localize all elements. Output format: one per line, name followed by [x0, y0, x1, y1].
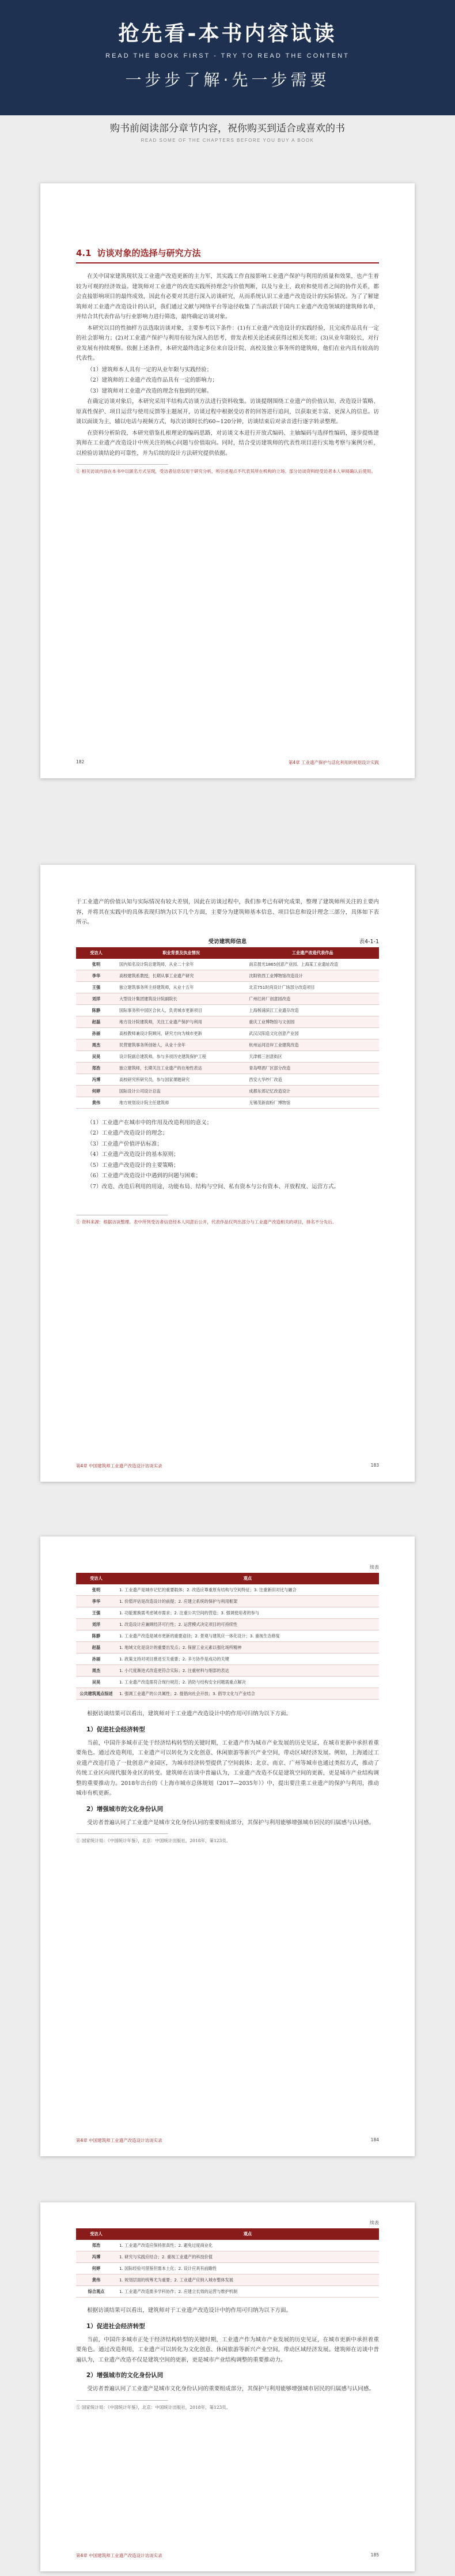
table-cell-name: 吴昊 [76, 1050, 116, 1062]
continued-label: 续表 [370, 1565, 379, 1570]
table-caption [76, 937, 379, 945]
list-item: （2）建筑师的工业遗产改造作品具有一定的影响力； [87, 377, 218, 383]
table-cell-name: 吴昊 [76, 1677, 116, 1688]
section-heading [76, 247, 379, 263]
table-cell: 国际事务所中国区合伙人，负责城市更新项目 [116, 1004, 246, 1016]
table-row [76, 1027, 379, 1039]
table-cell: 高校建筑系教授，长期从事工业遗产研究 [116, 970, 246, 981]
table-header: 观点 [116, 2228, 379, 2240]
table-cell-name: 黄伟 [76, 1097, 116, 1108]
table-cell-name: 何婷 [76, 2263, 116, 2274]
table-cell-name: 陈静 [76, 1004, 116, 1016]
table-cell: 上海杨浦滨江工业遗存改造 [246, 1004, 379, 1016]
running-title: 第4章 中国建筑师工业遗产改造设计访谈实录 [76, 2553, 162, 2558]
table-row [76, 1039, 379, 1050]
table-cell-name: 刘洋 [76, 993, 116, 1004]
table-row [76, 1596, 379, 1607]
subheading: 1）促进社会经济转型 [86, 2322, 145, 2330]
footnote: ① 资料来源：根据访谈整理。表中所列受访者信息经本人同意后公开，代表作品仅列出部分与工业遗产改造相关的项目，排名不分先后。 [76, 1219, 337, 1225]
paragraph: 受访者普遍认同了工业遗产是城市文化身份认同的重要组成部分，其保护与利用能够增强城市居民的归属感与认同感。 [87, 2386, 375, 2392]
table-header-row [76, 1573, 379, 1584]
banner-title: 抢先看-本书内容试读 [118, 22, 337, 46]
page-number: 185 [370, 2552, 379, 2558]
page-footer [76, 2552, 379, 2559]
table-cell-name: 周杰 [76, 1665, 116, 1677]
continued-label: 续表 [370, 2220, 379, 2225]
table-cell: 杭州运河沿岸工业建筑改造 [246, 1039, 379, 1050]
list-item: （1）建筑师本人具有一定的从业年限与实践经验； [87, 366, 213, 373]
table-cell: 1. 规划层面的统筹尤为重要；2. 工业遗产应纳入城市整体发展 [116, 2274, 379, 2286]
list-item: （4）工业遗产改造设计的基本原则； [87, 1151, 179, 1158]
table-cell: 1. 改造设计应兼顾经济可行性；2. 运营模式决定项目的可持续性 [116, 1619, 379, 1630]
table-row [76, 1584, 379, 1596]
page-footer [76, 1463, 379, 1469]
footnote-divider [76, 1833, 168, 1834]
table-row [76, 2274, 379, 2286]
intro-text-en: READ SOME OF THE CHAPTERS BEFORE YOU BUY A BOOK [141, 138, 314, 143]
table-header: 观点 [116, 1573, 379, 1584]
table-row [76, 1642, 379, 1654]
list-item: （1）工业遗产在城市中的作用及改造利用的意义； [87, 1119, 213, 1126]
opinion-table [76, 1573, 379, 1700]
top-banner [0, 0, 455, 115]
footnote: ① 国家统计局：《中国统计年鉴》，北京：中国统计出版社，2018年，第123页。 [76, 2404, 231, 2410]
table-cell: 武汉汉阳造文化创意产业园 [246, 1027, 379, 1039]
list-item: （3）建筑师对工业遗产改造的理念有独到的见解。 [87, 387, 213, 394]
table-row [76, 1004, 379, 1016]
table-cell: 1. 工业遗产改造需多学科协作；2. 应建立长效的运营与维护机制 [116, 2286, 379, 2298]
table-cell: 1. 工业遗产改造应保持原真性；2. 避免过度商业化 [116, 2240, 379, 2251]
table-cell-name: 王强 [76, 1607, 116, 1619]
table-cell: 1. 政策支持对项目推进至关重要；2. 多方协作是成功的关键 [116, 1654, 379, 1665]
table-row [76, 1607, 379, 1619]
list-item: （5）工业遗产改造设计的主要策略； [87, 1162, 179, 1169]
table-cell: 民营建筑事务所创始人，从业十余年 [116, 1039, 246, 1050]
page-number: 182 [76, 759, 85, 764]
paragraph: 在确定访谈对象后，本研究采用半结构式访谈方法进行资料收集。访谈提纲围绕工业遗产的价值认知、改造设计策略、原真性保护、项目运营与使用反馈等主题展开，访谈过程中根据受访者的回答进行追问，以获取更丰富、更深入的信息。访谈以面谈为主，辅以电话与视频方式，每次访谈时长约60~120分钟，访谈结束后对录音进行逐字转录整理。 [76, 398, 379, 425]
table-cell: 成都东郊记忆改造设计 [246, 1085, 379, 1097]
paragraph: 本研究以目的性抽样方法选取访谈对象，主要参考以下条件：(1)有工业遗产改造设计的实践经验，且完成作品具有一定的社会影响力；(2)对工业遗产保护与利用有较为深入的思考，曾发表相关论述或获得过相关奖项；(3)从业年限较长，对行业发展有持续观察。依据上述条件，本研究最终选定多位来自设计院、高校及独立事务所的建筑师，他们在业内具有较高的代表性。 [76, 325, 379, 361]
paragraph: 在关中国家建筑现状及工业遗产改造更新的主力军，其实践工作直接影响工业遗产保护与利用的质量和效果，也产生着较为可观的经济效益。建筑师对工业遗产的改造实践所持理念与价值判断，以及与业主、政府和使用者之间的协作关系，都会直接影响项目的最终成效，因此有必要对其进行深入访谈研究，从而系统认识工业遗产改造设计的实际情况。为了了解建筑师对工业遗产改造设计的认识，我们通过文献与网络平台等途径收集了当前活跃于国内工业遗产改造领域的建筑师名单，并结合其代表作品与行业影响力进行筛选，最终确定访谈对象。 [76, 273, 379, 320]
opinion-table [76, 2228, 379, 2298]
running-title: 第4章 工业遗产保护与活化利用的规划设计实践 [288, 760, 379, 765]
table-cell-name: 赵磊 [76, 1016, 116, 1027]
table-cell: 重庆工业博物馆与文创园 [246, 1016, 379, 1027]
table-cell-name: 陈静 [76, 1630, 116, 1642]
page-number: 183 [370, 1463, 379, 1468]
book-page-4 [40, 2202, 415, 2571]
list-item: （2）工业遗产改造设计的理念； [87, 1130, 168, 1136]
table-row [76, 2263, 379, 2274]
table-row [76, 1688, 379, 1700]
table-cell-name: 冯博 [76, 2251, 116, 2263]
table-row [76, 1619, 379, 1630]
table-cell-name: 郑浩 [76, 2240, 116, 2251]
table-cell-name: 张明 [76, 1584, 116, 1596]
table-cell-name: 张明 [76, 959, 116, 970]
table-row [76, 1677, 379, 1688]
table-cell: 沈阳铁西工业博物馆改造设计 [246, 970, 379, 981]
table-row [76, 959, 379, 970]
table-cell-name: 李华 [76, 1596, 116, 1607]
table-cell: 1. 价值评估是改造设计的前提；2. 应建立系统的保护与利用框架 [116, 1596, 379, 1607]
table-cell: 南京晨光1865创意产业园、上海某工业遗址改造 [246, 959, 379, 970]
paragraph: 当前，中国许多城市正处于经济结构转型的关键时期，工业遗产作为城市产业发展的历史见证，在城市更新中承担着重要角色。通过改造利用，工业遗产可以转化为文化创意、休闲旅游等新兴产业空间，带动区域经济发展。例如，上海通过工业遗产改造打造了一批创意产业园区，为城市经济转型提供了空间载体；北京、南京、广州等城市也通过类似方式，推动了传统工业区向现代服务业区的转变。建筑师在访谈中普遍认为，工业遗产改造不仅是建筑空间的更新，更是城市产业结构调整的重要推动力。2018年出台的《上海市城市总体规划（2017—2035年）》中，提出要注重工业遗产的保护与利用，推动城市有机更新。 [76, 1739, 379, 1797]
subheading: 1）促进社会经济转型 [86, 1726, 145, 1733]
intro-block [0, 120, 455, 143]
table-cell: 地方规划设计院主任建筑师 [116, 1097, 246, 1108]
list-item: （6）工业遗产改造设计中遇到的问题与困难； [87, 1173, 202, 1179]
table-header: 工业遗产改造代表作品 [246, 947, 379, 959]
architect-table [76, 947, 379, 1109]
paragraph: 受访者普遍认同了工业遗产是城市文化身份认同的重要组成部分，其保护与利用能够增强城市居民的归属感与认同感。 [87, 1819, 375, 1826]
table-cell: 设计院副总建筑师，参与多项历史建筑保护工程 [116, 1050, 246, 1062]
list-item: （7）改造、改造后利用的用途，功能布局、结构与空间、私有资本与公有资本、开放程度、运营方式。 [87, 1183, 340, 1190]
table-row [76, 1665, 379, 1677]
subheading: 2）增强城市的文化身份认同 [86, 2372, 164, 2379]
table-cell-name: 孙丽 [76, 1654, 116, 1665]
table-cell-name: 何婷 [76, 1085, 116, 1097]
banner-slogan: 一步步了解·先一步需要 [125, 70, 330, 89]
footnote: ① 国家统计局：《中国统计年鉴》，北京：中国统计出版社，2018年，第123页。 [76, 1838, 231, 1843]
table-title: 受访建筑师信息 [208, 938, 247, 945]
subheading: 2）增强城市的文化身份认同 [86, 1805, 164, 1813]
paragraph: 当前，中国许多城市正处于经济结构转型的关键时期，工业遗产作为城市产业发展的历史见证，在城市更新中承担着重要角色。通过改造利用，工业遗产可以转化为文化创意、休闲旅游等新兴产业空间，带动区域经济发展。建筑师在访谈中普遍认为，工业遗产改造不仅是建筑空间的更新，更是城市产业结构调整的重要推动力。 [76, 2336, 379, 2363]
list-item: （3）工业遗产价值评估标准； [87, 1140, 163, 1147]
book-page-3 [40, 1536, 415, 2156]
intro-text: 购书前阅读部分章节内容，祝你购买到适合或喜欢的书 [110, 123, 345, 134]
table-header: 受访人 [76, 2228, 116, 2240]
table-row [76, 993, 379, 1004]
table-cell: 1. 功能置换需考虑城市需求；2. 注重公共空间的营造；3. 强调使用者的参与 [116, 1607, 379, 1619]
table-cell: 地方设计院建筑师，关注工业遗产保护与利用 [116, 1016, 246, 1027]
table-header-row [76, 2228, 379, 2240]
page-number: 184 [370, 2137, 379, 2142]
table-cell: 大型设计集团建筑设计院副院长 [116, 993, 246, 1004]
footnote-divider [76, 464, 168, 465]
table-cell-name: 冯博 [76, 1074, 116, 1085]
table-row [76, 981, 379, 993]
table-cell: 1. 小尺度渐进式改造更符合实际；2. 注重材料与细部的表达 [116, 1665, 379, 1677]
table-header: 职业背景及执业情况 [116, 947, 246, 959]
table-cell-name: 李华 [76, 970, 116, 981]
table-cell: 独立建筑事务所主持建筑师，从业十五年 [116, 981, 246, 993]
table-header-row [76, 947, 379, 959]
table-cell-name: 综合观点 [76, 2286, 116, 2298]
table-cell: 1. 国际经验可借鉴但需本土化；2. 设计应具有前瞻性 [116, 2263, 379, 2274]
table-cell-name: 孙丽 [76, 1027, 116, 1039]
page-footer [76, 2137, 379, 2144]
table-cell: 1. 工业遗产改造是城市更新的重要途径；2. 景观与建筑应一体化设计；3. 重视生态修复 [116, 1630, 379, 1642]
banner-subtitle-en: READ THE BOOK FIRST - TRY TO READ THE CONTENT [105, 52, 350, 59]
page-footer [76, 759, 379, 766]
paragraph: 根据访谈结果可以看出，建筑师对于工业遗产改造设计中的作用可归纳为以下方面。 [87, 2307, 292, 2314]
table-cell: 国际设计公司设计总监 [116, 1085, 246, 1097]
table-cell-name: 周杰 [76, 1039, 116, 1050]
table-cell-name: 黄伟 [76, 2274, 116, 2286]
table-row [76, 1085, 379, 1097]
table-number: 表4-1-1 [359, 938, 379, 945]
table-cell: 青岛啤酒厂区部分改造 [246, 1062, 379, 1074]
table-cell: 高校研究所研究员，参与国家课题研究 [116, 1074, 246, 1085]
table-row [76, 2286, 379, 2298]
table-row [76, 2240, 379, 2251]
book-page-2 [40, 865, 415, 1482]
book-page-1 [40, 183, 415, 778]
running-title: 第4章 中国建筑师工业遗产改造设计访谈实录 [76, 2138, 162, 2143]
table-row [76, 1074, 379, 1085]
table-row [76, 1062, 379, 1074]
table-cell-name: 赵磊 [76, 1642, 116, 1654]
table-cell: 国内知名设计院总建筑师，从业二十余年 [116, 959, 246, 970]
table-header: 受访人 [76, 1573, 116, 1584]
table-cell: 1. 研究与实践应结合；2. 重视工业遗产的科技价值 [116, 2251, 379, 2263]
table-cell-name: 公共建筑观点综述 [76, 1688, 116, 1700]
table-cell: 1. 强调工业遗产的公共属性；2. 提倡向社会开放；3. 倡导文化与产业结合 [116, 1688, 379, 1700]
table-cell: 1. 地域文化是设计的重要出发点；2. 保留工业元素以强化场所精神 [116, 1642, 379, 1654]
running-title: 第4章 中国建筑师工业遗产改造设计访谈实录 [76, 1463, 162, 1468]
section-number: 4.1 [76, 247, 92, 258]
table-row [76, 1654, 379, 1665]
table-header: 受访人 [76, 947, 116, 959]
table-row [76, 2251, 379, 2263]
table-cell: 天津棉三创意街区 [246, 1050, 379, 1062]
paragraph: 于工业遗产的价值认知与实际情况有较大差别，因此在访谈过程中，我们参考已有研究成果，整理了建筑师所关注的主要内容，并将其在实践中的具体表现归纳为以下几个方面，主要分为建筑师基本信息、项目信息和设计理念三部分，具体如下表所示。 [76, 899, 379, 925]
table-cell-name: 刘洋 [76, 1619, 116, 1630]
table-cell: 1. 工业遗产改造需符合现行规范；2. 消防与结构安全问题需重点解决 [116, 1677, 379, 1688]
table-cell: 独立建筑师，长期关注工业遗产的在地性表达 [116, 1062, 246, 1074]
table-row [76, 1050, 379, 1062]
footnote: ① 相关访谈内容在本书中以匿名方式呈现，受访者信息仅用于研究分析，所引述观点不代表其所在机构的立场。部分访谈资料经受访者本人审阅确认后使用。 [76, 469, 376, 474]
table-cell: 1. 工业遗产是城市记忆的重要载体；2. 改造应尊重原有结构与空间特征；3. 注重新旧对比与融合 [116, 1584, 379, 1596]
paragraph: 根据访谈结果可以看出，建筑师对于工业遗产改造设计中的作用可归纳为以下方面。 [87, 1711, 292, 1717]
table-row [76, 1016, 379, 1027]
table-cell: 广州红砖厂创意园改造 [246, 993, 379, 1004]
table-cell: 北京751时尚设计广场部分改造项目 [246, 981, 379, 993]
table-cell: 无锡茂新面粉厂博物馆 [246, 1097, 379, 1108]
table-row [76, 1097, 379, 1108]
table-cell-name: 王强 [76, 981, 116, 993]
table-cell-name: 郑浩 [76, 1062, 116, 1074]
footnote-divider [76, 2400, 168, 2401]
table-row [76, 970, 379, 981]
paragraph: 在资料分析阶段，本研究借鉴扎根理论的编码思路，对访谈文本进行开放式编码、主轴编码与选择性编码，逐步提炼建筑师在工业遗产改造设计中所关注的核心问题与价值取向。同时，结合受访建筑师的代表性项目进行实地考察与案例分析，以检验访谈结论的可靠性，并为后续的设计方法研究提供依据。 [76, 430, 379, 457]
table-cell: 高校教师兼设计院顾问，研究方向为城市更新 [116, 1027, 246, 1039]
section-title: 访谈对象的选择与研究方法 [97, 248, 201, 258]
table-row [76, 1630, 379, 1642]
table-cell: 西安大华纱厂改造 [246, 1074, 379, 1085]
